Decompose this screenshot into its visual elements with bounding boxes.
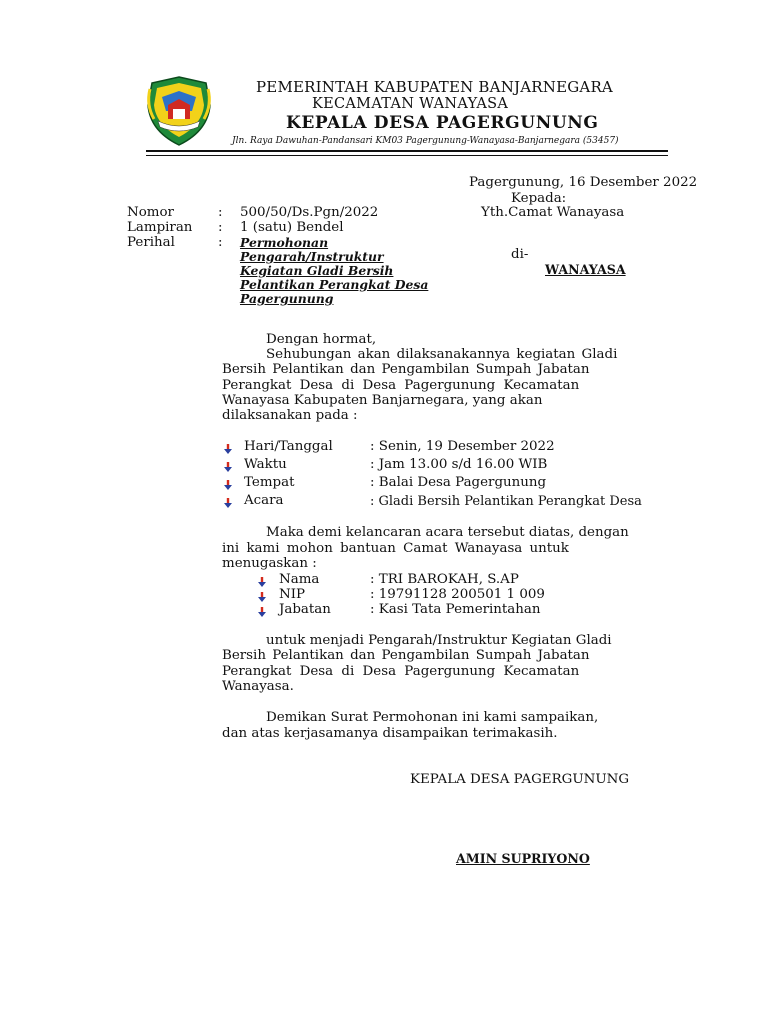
recipient-yth: Yth.Camat Wanayasa xyxy=(481,205,625,220)
recipient-place: WANAYASA xyxy=(545,262,626,277)
lampiran-label: Lampiran xyxy=(127,220,193,235)
bullet-arrow-icon xyxy=(222,497,234,509)
person-label-position: Jabatan xyxy=(279,602,331,617)
bullet-arrow-icon xyxy=(222,479,234,491)
bullet-arrow-icon xyxy=(222,443,234,455)
perihal-label: Perihal xyxy=(127,235,175,250)
p2-line-3: menugaskan : xyxy=(222,556,317,571)
perihal-line-5: Pagergunung xyxy=(240,291,334,306)
event-label-date: Hari/Tanggal xyxy=(244,439,333,454)
person-label-nip: NIP xyxy=(279,587,306,602)
person-value-name: : TRI BAROKAH, S.AP xyxy=(370,572,519,587)
header-line-3: KEPALA DESA PAGERGUNUNG xyxy=(286,113,599,133)
event-value-date: : Senin, 19 Desember 2022 xyxy=(370,439,555,454)
greeting: Dengan hormat, xyxy=(266,332,377,347)
lampiran-value: 1 (satu) Bendel xyxy=(240,220,344,235)
event-value-time: : Jam 13.00 s/d 16.00 WIB xyxy=(370,457,548,472)
recipient-di: di- xyxy=(511,247,529,262)
p3-line-4: Wanayasa. xyxy=(222,679,294,694)
signature-title: KEPALA DESA PAGERGUNUNG xyxy=(410,772,630,787)
nomor-colon: : xyxy=(218,205,223,220)
event-label-time: Waktu xyxy=(244,457,287,472)
p1-line-3: Perangkat Desa di Desa Pagergunung Kecamatan xyxy=(222,378,580,393)
p3-line-1: untuk menjadi Pengarah/Instruktur Kegiatan Gladi xyxy=(266,633,612,648)
p4-line-2: dan atas kerjasamanya disampaikan terimakasih. xyxy=(222,726,558,741)
perihal-line-1: Permohonan xyxy=(240,235,329,250)
p1-line-2: Bersih Pelantikan dan Pengambilan Sumpah Jabatan xyxy=(222,362,590,377)
p4-line-1: Demikan Surat Permohonan ini kami sampaikan, xyxy=(266,710,599,725)
bullet-arrow-icon xyxy=(256,606,268,618)
perihal-line-3: Kegiatan Gladi Bersih xyxy=(240,263,394,278)
perihal-line-2: Pengarah/Instruktur xyxy=(240,249,384,264)
p1-line-4: Wanayasa Kabupaten Banjarnegara, yang akan xyxy=(222,393,543,408)
nomor-value: 500/50/Ds.Pgn/2022 xyxy=(240,205,379,220)
person-value-nip: : 19791128 200501 1 009 xyxy=(370,587,545,602)
header-address: Jln. Raya Dawuhan-Pandansari KM03 Pagergunung-Wanayasa-Banjarnegara (53457) xyxy=(232,136,619,146)
lampiran-colon: : xyxy=(218,220,223,235)
nomor-label: Nomor xyxy=(127,205,174,220)
p2-line-1: Maka demi kelancaran acara tersebut diatas, dengan xyxy=(266,525,629,540)
p2-line-2: ini kami mohon bantuan Camat Wanayasa untuk xyxy=(222,541,569,556)
letter-date: Pagergunung, 16 Desember 2022 xyxy=(469,175,698,190)
event-value-agenda: : Gladi Bersih Pelantikan Perangkat Desa xyxy=(370,494,642,509)
kabupaten-emblem-logo xyxy=(144,75,214,147)
header-divider-thin xyxy=(146,155,668,156)
bullet-arrow-icon xyxy=(256,591,268,603)
signature-name: AMIN SUPRIYONO xyxy=(456,851,590,866)
event-label-agenda: Acara xyxy=(244,493,284,508)
event-value-place: : Balai Desa Pagergunung xyxy=(370,475,547,490)
event-label-place: Tempat xyxy=(244,475,295,490)
p3-line-2: Bersih Pelantikan dan Pengambilan Sumpah Jabatan xyxy=(222,648,590,663)
recipient-kepada: Kepada: xyxy=(511,191,567,206)
person-label-name: Nama xyxy=(279,572,320,587)
bullet-arrow-icon xyxy=(256,576,268,588)
header-line-2: KECAMATAN WANAYASA xyxy=(312,96,509,112)
bullet-arrow-icon xyxy=(222,461,234,473)
p3-line-3: Perangkat Desa di Desa Pagergunung Kecamatan xyxy=(222,664,580,679)
person-value-position: : Kasi Tata Pemerintahan xyxy=(370,602,541,617)
header-line-1: PEMERINTAH KABUPATEN BANJARNEGARA xyxy=(256,78,613,96)
p1-line-5: dilaksanakan pada : xyxy=(222,408,358,423)
perihal-line-4: Pelantikan Perangkat Desa xyxy=(240,277,429,292)
p1-line-1: Sehubungan akan dilaksanakannya kegiatan Gladi xyxy=(266,347,618,362)
perihal-colon: : xyxy=(218,235,223,250)
header-divider-thick xyxy=(146,150,668,152)
